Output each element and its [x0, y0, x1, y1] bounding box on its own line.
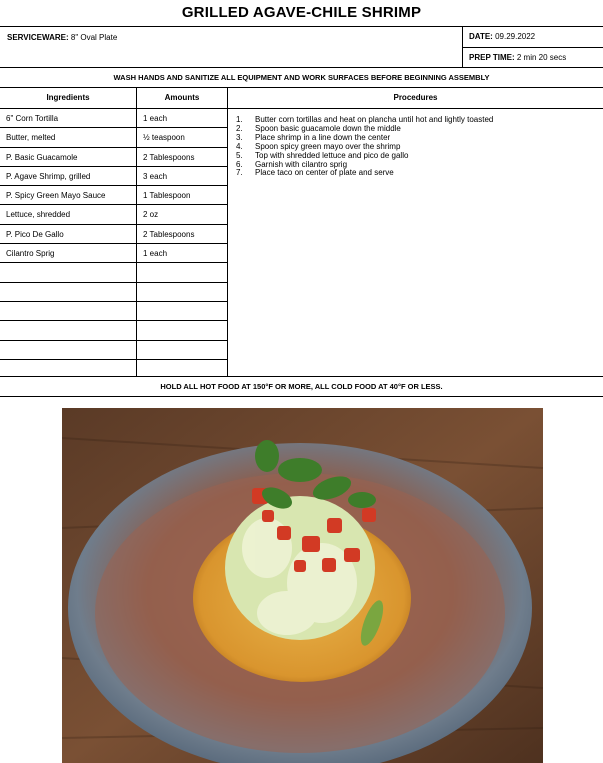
- step-number: 2.: [236, 123, 243, 133]
- step-text: Butter corn tortillas and heat on plancha until hot and lightly toasted: [255, 115, 494, 124]
- recipe-title: GRILLED AGAVE-CHILE SHRIMP: [0, 0, 603, 27]
- dish-illustration: [62, 408, 543, 763]
- step-text: Spoon basic guacamole down the middle: [255, 123, 401, 133]
- amounts-header: Amounts: [137, 88, 227, 109]
- empty-cell: [0, 341, 136, 360]
- step-number: 1.: [236, 115, 243, 124]
- empty-cell: [137, 341, 227, 360]
- ingredient-cell: P. Spicy Green Mayo Sauce: [0, 186, 136, 205]
- empty-cell: [137, 302, 227, 321]
- empty-cell: [0, 263, 136, 282]
- serviceware-value: 8" Oval Plate: [70, 33, 118, 42]
- empty-cell: [0, 360, 136, 379]
- procedures-column: [228, 88, 603, 376]
- ingredient-cell: Cilantro Sprig: [0, 244, 136, 263]
- empty-cell: [0, 302, 136, 321]
- recipe-table: [0, 88, 603, 377]
- ingredient-cell: P. Pico De Gallo: [0, 225, 136, 244]
- step-number: 3.: [236, 132, 243, 142]
- date-prep-block: [463, 27, 603, 67]
- amount-cell: ½ teaspoon: [137, 128, 227, 147]
- amounts-column: [137, 88, 228, 376]
- empty-cell: [0, 321, 136, 340]
- wash-notice: WASH HANDS AND SANITIZE ALL EQUIPMENT AND WORK SURFACES BEFORE BEGINNING ASSEMBLY: [0, 68, 603, 88]
- step-number: 5.: [236, 150, 243, 160]
- ingredients-header: Ingredients: [0, 88, 136, 109]
- serviceware-label: SERVICEWARE:: [7, 33, 69, 42]
- amount-cell: 1 each: [137, 244, 227, 263]
- ingredients-column: [0, 88, 137, 376]
- step-number: 7.: [236, 168, 243, 178]
- step-number: 4.: [236, 141, 243, 151]
- date-value: 09.29.2022: [495, 32, 536, 42]
- step-text: Spoon spicy green mayo over the shrimp: [255, 141, 401, 151]
- empty-cell: [137, 321, 227, 340]
- ingredient-cell: P. Basic Guacamole: [0, 148, 136, 167]
- amount-cell: 1 each: [137, 109, 227, 128]
- step-text: Garnish with cilantro sprig: [255, 159, 348, 169]
- empty-cell: [137, 283, 227, 302]
- procedure-step: [236, 169, 603, 178]
- empty-cell: [137, 263, 227, 282]
- prep-time-label: PREP TIME:: [469, 52, 515, 62]
- amount-cell: 3 each: [137, 167, 227, 186]
- ingredient-cell: Butter, melted: [0, 128, 136, 147]
- empty-cell: [0, 283, 136, 302]
- date-label: DATE:: [469, 32, 493, 42]
- step-text: Place shrimp in a line down the center: [255, 132, 391, 142]
- procedures-header: Procedures: [228, 88, 603, 109]
- step-text: Place taco on center of plate and serve: [255, 168, 394, 178]
- step-number: 6.: [236, 159, 243, 169]
- date-field: [463, 27, 603, 48]
- step-text: Top with shredded lettuce and pico de gallo: [255, 150, 409, 160]
- amount-cell: 2 Tablespoons: [137, 148, 227, 167]
- ingredient-cell: Lettuce, shredded: [0, 205, 136, 224]
- plated-dish-photo: [62, 408, 543, 763]
- amount-cell: 1 Tablespoon: [137, 186, 227, 205]
- serviceware-field: [0, 27, 463, 67]
- hold-notice: HOLD ALL HOT FOOD AT 150°F OR MORE, ALL COLD FOOD AT 40°F OR LESS.: [0, 377, 603, 397]
- procedures-list: [228, 109, 603, 178]
- meta-row: [0, 27, 603, 68]
- ingredient-cell: 6" Corn Tortilla: [0, 109, 136, 128]
- amount-cell: 2 Tablespoons: [137, 225, 227, 244]
- prep-time-value: 2 min 20 secs: [516, 52, 567, 62]
- ingredient-cell: P. Agave Shrimp, grilled: [0, 167, 136, 186]
- amount-cell: 2 oz: [137, 205, 227, 224]
- prep-time-field: [463, 48, 603, 68]
